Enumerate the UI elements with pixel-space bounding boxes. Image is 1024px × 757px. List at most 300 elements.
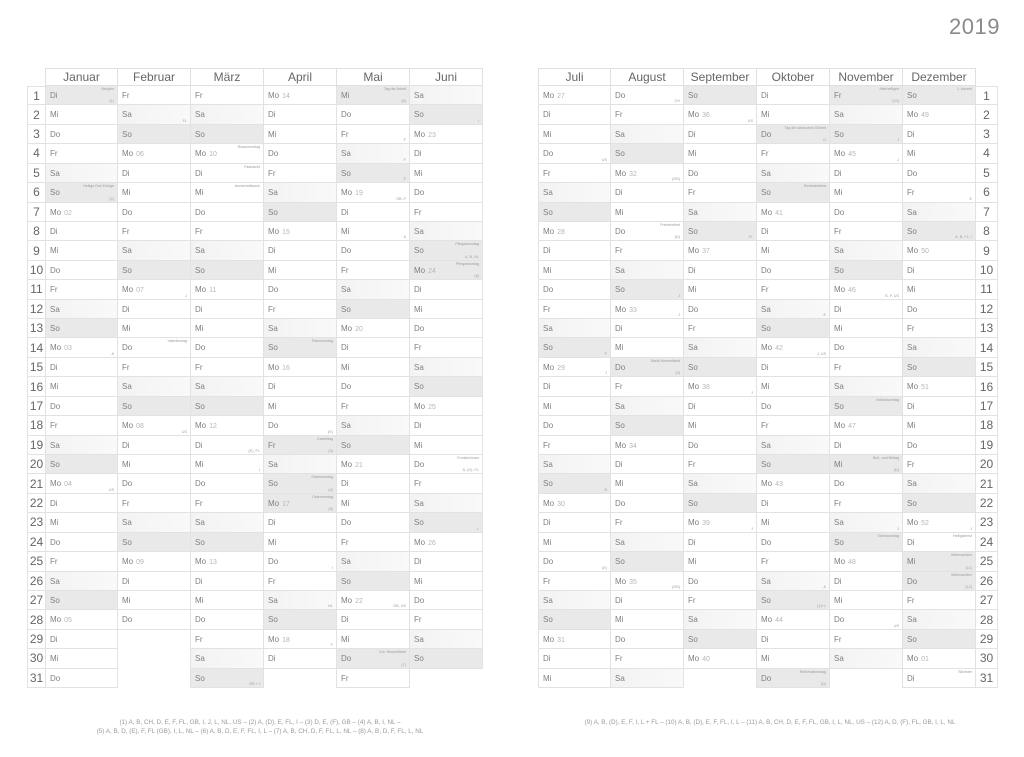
- day-cell[interactable]: [902, 86, 976, 105]
- day-cell[interactable]: [538, 125, 611, 144]
- day-cell[interactable]: [538, 552, 611, 571]
- day-cell[interactable]: [610, 241, 684, 260]
- day-cell[interactable]: [336, 572, 410, 591]
- day-cell[interactable]: [538, 338, 611, 357]
- day-cell[interactable]: [336, 241, 410, 260]
- day-cell[interactable]: [190, 358, 264, 377]
- day-cell[interactable]: [190, 86, 264, 105]
- day-cell[interactable]: [409, 222, 483, 241]
- day-cell[interactable]: [409, 164, 483, 183]
- day-cell[interactable]: [829, 572, 903, 591]
- day-cell[interactable]: [409, 455, 483, 474]
- day-cell[interactable]: [902, 494, 976, 513]
- day-cell[interactable]: [829, 125, 903, 144]
- day-cell[interactable]: [610, 183, 684, 202]
- day-cell[interactable]: [538, 164, 611, 183]
- day-cell[interactable]: [409, 183, 483, 202]
- day-cell[interactable]: [336, 610, 410, 629]
- day-cell[interactable]: [336, 397, 410, 416]
- day-cell[interactable]: [263, 455, 337, 474]
- day-cell[interactable]: [336, 358, 410, 377]
- day-cell[interactable]: [538, 241, 611, 260]
- day-cell[interactable]: [902, 183, 976, 202]
- day-cell[interactable]: [538, 300, 611, 319]
- day-cell[interactable]: [538, 280, 611, 299]
- day-cell[interactable]: [45, 319, 118, 338]
- day-cell[interactable]: [263, 319, 337, 338]
- day-cell[interactable]: [610, 591, 684, 610]
- day-cell[interactable]: [409, 436, 483, 455]
- day-cell[interactable]: [336, 300, 410, 319]
- day-cell[interactable]: [45, 183, 118, 202]
- day-cell[interactable]: [409, 416, 483, 435]
- day-cell[interactable]: [117, 280, 191, 299]
- day-cell[interactable]: [336, 630, 410, 649]
- day-cell[interactable]: [756, 358, 830, 377]
- day-cell[interactable]: [263, 397, 337, 416]
- day-cell[interactable]: [190, 474, 264, 493]
- day-cell[interactable]: [190, 533, 264, 552]
- day-cell[interactable]: [263, 513, 337, 532]
- day-cell[interactable]: [336, 552, 410, 571]
- day-cell[interactable]: [538, 630, 611, 649]
- day-cell[interactable]: [756, 203, 830, 222]
- day-cell[interactable]: [45, 164, 118, 183]
- day-cell[interactable]: [190, 222, 264, 241]
- day-cell[interactable]: [409, 513, 483, 532]
- day-cell[interactable]: [829, 436, 903, 455]
- holiday-cell[interactable]: [45, 86, 118, 105]
- day-cell[interactable]: [263, 572, 337, 591]
- day-cell[interactable]: [263, 222, 337, 241]
- day-cell[interactable]: [263, 377, 337, 396]
- day-cell[interactable]: [409, 358, 483, 377]
- day-cell[interactable]: [263, 358, 337, 377]
- day-cell[interactable]: [336, 436, 410, 455]
- holiday-cell[interactable]: [756, 125, 830, 144]
- day-cell[interactable]: [117, 572, 191, 591]
- day-cell[interactable]: [117, 358, 191, 377]
- day-cell[interactable]: [683, 533, 757, 552]
- holiday-cell[interactable]: [902, 572, 976, 591]
- day-cell[interactable]: [263, 125, 337, 144]
- day-cell[interactable]: [902, 669, 976, 688]
- holiday-cell[interactable]: [902, 552, 976, 571]
- day-cell[interactable]: [829, 358, 903, 377]
- day-cell[interactable]: [902, 610, 976, 629]
- day-cell[interactable]: [902, 125, 976, 144]
- day-cell[interactable]: [610, 338, 684, 357]
- day-cell[interactable]: [117, 397, 191, 416]
- day-cell[interactable]: [263, 649, 337, 668]
- day-cell[interactable]: [336, 416, 410, 435]
- day-cell[interactable]: [829, 552, 903, 571]
- day-cell[interactable]: [336, 669, 410, 688]
- day-cell[interactable]: [190, 261, 264, 280]
- day-cell[interactable]: [190, 280, 264, 299]
- day-cell[interactable]: [409, 319, 483, 338]
- day-cell[interactable]: [117, 183, 191, 202]
- day-cell[interactable]: [117, 455, 191, 474]
- day-cell[interactable]: [263, 533, 337, 552]
- day-cell[interactable]: [409, 203, 483, 222]
- day-cell[interactable]: [683, 203, 757, 222]
- day-cell[interactable]: [45, 280, 118, 299]
- day-cell[interactable]: [45, 630, 118, 649]
- day-cell[interactable]: [902, 649, 976, 668]
- day-cell[interactable]: [756, 164, 830, 183]
- day-cell[interactable]: [756, 494, 830, 513]
- day-cell[interactable]: [45, 610, 118, 629]
- day-cell[interactable]: [538, 610, 611, 629]
- day-cell[interactable]: [756, 552, 830, 571]
- day-cell[interactable]: [117, 416, 191, 435]
- day-cell[interactable]: [45, 552, 118, 571]
- day-cell[interactable]: [610, 436, 684, 455]
- day-cell[interactable]: [829, 494, 903, 513]
- day-cell[interactable]: [336, 591, 410, 610]
- day-cell[interactable]: [117, 203, 191, 222]
- day-cell[interactable]: [683, 183, 757, 202]
- day-cell[interactable]: [902, 533, 976, 552]
- day-cell[interactable]: [902, 105, 976, 124]
- day-cell[interactable]: [263, 591, 337, 610]
- day-cell[interactable]: [756, 436, 830, 455]
- holiday-cell[interactable]: [610, 358, 684, 377]
- day-cell[interactable]: [409, 377, 483, 396]
- day-cell[interactable]: [190, 203, 264, 222]
- day-cell[interactable]: [117, 300, 191, 319]
- day-cell[interactable]: [538, 261, 611, 280]
- day-cell[interactable]: [756, 513, 830, 532]
- day-cell[interactable]: [190, 610, 264, 629]
- day-cell[interactable]: [829, 474, 903, 493]
- day-cell[interactable]: [336, 513, 410, 532]
- day-cell[interactable]: [610, 455, 684, 474]
- day-cell[interactable]: [756, 144, 830, 163]
- day-cell[interactable]: [756, 377, 830, 396]
- holiday-cell[interactable]: [263, 436, 337, 455]
- day-cell[interactable]: [409, 338, 483, 357]
- day-cell[interactable]: [409, 241, 483, 260]
- day-cell[interactable]: [45, 241, 118, 260]
- day-cell[interactable]: [610, 649, 684, 668]
- day-cell[interactable]: [117, 125, 191, 144]
- day-cell[interactable]: [902, 222, 976, 241]
- day-cell[interactable]: [45, 222, 118, 241]
- day-cell[interactable]: [902, 377, 976, 396]
- day-cell[interactable]: [902, 241, 976, 260]
- day-cell[interactable]: [336, 144, 410, 163]
- day-cell[interactable]: [610, 474, 684, 493]
- day-cell[interactable]: [902, 630, 976, 649]
- day-cell[interactable]: [409, 552, 483, 571]
- day-cell[interactable]: [538, 358, 611, 377]
- day-cell[interactable]: [902, 474, 976, 493]
- day-cell[interactable]: [829, 144, 903, 163]
- holiday-cell[interactable]: [829, 86, 903, 105]
- day-cell[interactable]: [336, 319, 410, 338]
- day-cell[interactable]: [683, 610, 757, 629]
- day-cell[interactable]: [683, 591, 757, 610]
- day-cell[interactable]: [263, 144, 337, 163]
- day-cell[interactable]: [756, 630, 830, 649]
- day-cell[interactable]: [756, 319, 830, 338]
- holiday-cell[interactable]: [336, 86, 410, 105]
- day-cell[interactable]: [538, 533, 611, 552]
- day-cell[interactable]: [756, 86, 830, 105]
- day-cell[interactable]: [336, 533, 410, 552]
- day-cell[interactable]: [902, 280, 976, 299]
- day-cell[interactable]: [190, 300, 264, 319]
- day-cell[interactable]: [409, 591, 483, 610]
- day-cell[interactable]: [902, 261, 976, 280]
- day-cell[interactable]: [902, 164, 976, 183]
- day-cell[interactable]: [902, 591, 976, 610]
- day-cell[interactable]: [902, 513, 976, 532]
- day-cell[interactable]: [756, 397, 830, 416]
- day-cell[interactable]: [117, 610, 191, 629]
- day-cell[interactable]: [190, 105, 264, 124]
- day-cell[interactable]: [336, 222, 410, 241]
- day-cell[interactable]: [263, 183, 337, 202]
- day-cell[interactable]: [45, 533, 118, 552]
- day-cell[interactable]: [263, 164, 337, 183]
- day-cell[interactable]: [829, 261, 903, 280]
- day-cell[interactable]: [756, 222, 830, 241]
- day-cell[interactable]: [683, 222, 757, 241]
- day-cell[interactable]: [756, 572, 830, 591]
- day-cell[interactable]: [45, 397, 118, 416]
- day-cell[interactable]: [902, 436, 976, 455]
- day-cell[interactable]: [190, 436, 264, 455]
- day-cell[interactable]: [829, 319, 903, 338]
- day-cell[interactable]: [336, 125, 410, 144]
- day-cell[interactable]: [538, 455, 611, 474]
- day-cell[interactable]: [263, 338, 337, 357]
- day-cell[interactable]: [409, 610, 483, 629]
- day-cell[interactable]: [336, 105, 410, 124]
- day-cell[interactable]: [538, 105, 611, 124]
- day-cell[interactable]: [190, 397, 264, 416]
- day-cell[interactable]: [263, 86, 337, 105]
- day-cell[interactable]: [117, 513, 191, 532]
- day-cell[interactable]: [683, 474, 757, 493]
- day-cell[interactable]: [610, 552, 684, 571]
- day-cell[interactable]: [117, 222, 191, 241]
- day-cell[interactable]: [336, 455, 410, 474]
- day-cell[interactable]: [117, 144, 191, 163]
- day-cell[interactable]: [117, 319, 191, 338]
- day-cell[interactable]: [610, 280, 684, 299]
- day-cell[interactable]: [538, 203, 611, 222]
- day-cell[interactable]: [902, 144, 976, 163]
- day-cell[interactable]: [538, 436, 611, 455]
- day-cell[interactable]: [610, 319, 684, 338]
- day-cell[interactable]: [610, 669, 684, 688]
- day-cell[interactable]: [829, 377, 903, 396]
- day-cell[interactable]: [610, 630, 684, 649]
- day-cell[interactable]: [538, 377, 611, 396]
- day-cell[interactable]: [117, 164, 191, 183]
- day-cell[interactable]: [902, 203, 976, 222]
- day-cell[interactable]: [336, 280, 410, 299]
- day-cell[interactable]: [683, 552, 757, 571]
- day-cell[interactable]: [263, 474, 337, 493]
- day-cell[interactable]: [117, 105, 191, 124]
- day-cell[interactable]: [190, 144, 264, 163]
- day-cell[interactable]: [756, 280, 830, 299]
- day-cell[interactable]: [829, 610, 903, 629]
- day-cell[interactable]: [45, 125, 118, 144]
- day-cell[interactable]: [683, 397, 757, 416]
- day-cell[interactable]: [117, 338, 191, 357]
- day-cell[interactable]: [829, 416, 903, 435]
- day-cell[interactable]: [263, 261, 337, 280]
- holiday-cell[interactable]: [829, 455, 903, 474]
- day-cell[interactable]: [409, 105, 483, 124]
- day-cell[interactable]: [538, 86, 611, 105]
- day-cell[interactable]: [263, 300, 337, 319]
- day-cell[interactable]: [683, 261, 757, 280]
- day-cell[interactable]: [829, 105, 903, 124]
- day-cell[interactable]: [190, 319, 264, 338]
- day-cell[interactable]: [336, 377, 410, 396]
- day-cell[interactable]: [336, 474, 410, 493]
- day-cell[interactable]: [683, 338, 757, 357]
- day-cell[interactable]: [683, 280, 757, 299]
- day-cell[interactable]: [117, 86, 191, 105]
- day-cell[interactable]: [117, 377, 191, 396]
- day-cell[interactable]: [263, 610, 337, 629]
- day-cell[interactable]: [829, 183, 903, 202]
- day-cell[interactable]: [829, 397, 903, 416]
- day-cell[interactable]: [538, 513, 611, 532]
- day-cell[interactable]: [45, 513, 118, 532]
- day-cell[interactable]: [45, 474, 118, 493]
- day-cell[interactable]: [190, 125, 264, 144]
- day-cell[interactable]: [756, 338, 830, 357]
- day-cell[interactable]: [45, 669, 118, 688]
- day-cell[interactable]: [190, 338, 264, 357]
- day-cell[interactable]: [45, 455, 118, 474]
- day-cell[interactable]: [683, 144, 757, 163]
- day-cell[interactable]: [756, 261, 830, 280]
- day-cell[interactable]: [336, 494, 410, 513]
- day-cell[interactable]: [610, 125, 684, 144]
- holiday-cell[interactable]: [756, 669, 830, 688]
- day-cell[interactable]: [409, 649, 483, 668]
- day-cell[interactable]: [683, 164, 757, 183]
- day-cell[interactable]: [45, 649, 118, 668]
- day-cell[interactable]: [117, 591, 191, 610]
- holiday-cell[interactable]: [263, 494, 337, 513]
- day-cell[interactable]: [336, 261, 410, 280]
- day-cell[interactable]: [902, 300, 976, 319]
- day-cell[interactable]: [829, 164, 903, 183]
- day-cell[interactable]: [610, 397, 684, 416]
- day-cell[interactable]: [538, 222, 611, 241]
- day-cell[interactable]: [336, 164, 410, 183]
- day-cell[interactable]: [756, 649, 830, 668]
- day-cell[interactable]: [683, 630, 757, 649]
- day-cell[interactable]: [190, 649, 264, 668]
- day-cell[interactable]: [756, 533, 830, 552]
- day-cell[interactable]: [117, 533, 191, 552]
- day-cell[interactable]: [538, 494, 611, 513]
- day-cell[interactable]: [263, 552, 337, 571]
- day-cell[interactable]: [45, 494, 118, 513]
- day-cell[interactable]: [756, 105, 830, 124]
- day-cell[interactable]: [336, 183, 410, 202]
- day-cell[interactable]: [610, 494, 684, 513]
- day-cell[interactable]: [45, 338, 118, 357]
- day-cell[interactable]: [829, 630, 903, 649]
- day-cell[interactable]: [829, 513, 903, 532]
- day-cell[interactable]: [756, 610, 830, 629]
- day-cell[interactable]: [756, 183, 830, 202]
- day-cell[interactable]: [610, 164, 684, 183]
- day-cell[interactable]: [538, 669, 611, 688]
- day-cell[interactable]: [683, 513, 757, 532]
- day-cell[interactable]: [610, 86, 684, 105]
- day-cell[interactable]: [190, 164, 264, 183]
- day-cell[interactable]: [829, 338, 903, 357]
- day-cell[interactable]: [902, 358, 976, 377]
- day-cell[interactable]: [409, 397, 483, 416]
- day-cell[interactable]: [409, 300, 483, 319]
- day-cell[interactable]: [45, 105, 118, 124]
- day-cell[interactable]: [829, 533, 903, 552]
- day-cell[interactable]: [683, 358, 757, 377]
- day-cell[interactable]: [902, 319, 976, 338]
- day-cell[interactable]: [117, 552, 191, 571]
- day-cell[interactable]: [610, 513, 684, 532]
- day-cell[interactable]: [610, 610, 684, 629]
- day-cell[interactable]: [263, 416, 337, 435]
- day-cell[interactable]: [45, 572, 118, 591]
- day-cell[interactable]: [756, 474, 830, 493]
- day-cell[interactable]: [683, 377, 757, 396]
- day-cell[interactable]: [538, 649, 611, 668]
- day-cell[interactable]: [263, 280, 337, 299]
- day-cell[interactable]: [538, 319, 611, 338]
- day-cell[interactable]: [45, 261, 118, 280]
- day-cell[interactable]: [683, 241, 757, 260]
- day-cell[interactable]: [756, 300, 830, 319]
- day-cell[interactable]: [538, 474, 611, 493]
- day-cell[interactable]: [409, 572, 483, 591]
- day-cell[interactable]: [190, 630, 264, 649]
- day-cell[interactable]: [610, 300, 684, 319]
- day-cell[interactable]: [683, 572, 757, 591]
- day-cell[interactable]: [538, 397, 611, 416]
- holiday-cell[interactable]: [409, 261, 483, 280]
- day-cell[interactable]: [409, 533, 483, 552]
- day-cell[interactable]: [683, 494, 757, 513]
- day-cell[interactable]: [829, 591, 903, 610]
- day-cell[interactable]: [190, 572, 264, 591]
- day-cell[interactable]: [756, 591, 830, 610]
- day-cell[interactable]: [683, 300, 757, 319]
- day-cell[interactable]: [45, 591, 118, 610]
- day-cell[interactable]: [117, 241, 191, 260]
- day-cell[interactable]: [263, 241, 337, 260]
- day-cell[interactable]: [683, 319, 757, 338]
- day-cell[interactable]: [263, 105, 337, 124]
- day-cell[interactable]: [190, 494, 264, 513]
- day-cell[interactable]: [117, 436, 191, 455]
